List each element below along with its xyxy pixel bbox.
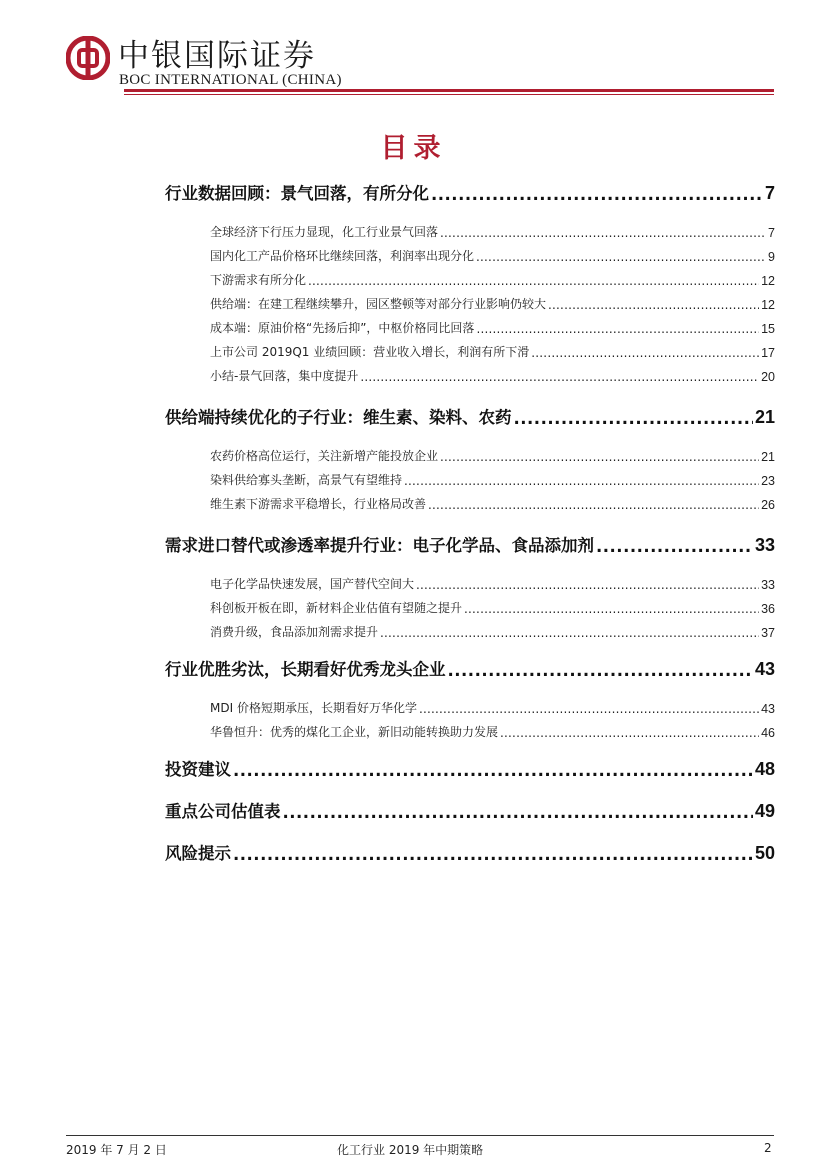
toc-dot-leader [596,537,753,556]
toc-subsection-entry[interactable] [210,366,775,384]
toc-entry-page: 15 [761,322,775,336]
page-header [0,0,827,100]
footer-rule [66,1135,774,1136]
toc-entry-title: 全球经济下行压力显现，化工行业景气回落 [210,225,439,239]
toc-dot-leader [476,250,766,264]
toc-subsection-entry[interactable] [210,722,775,740]
toc-entry-page: 9 [768,250,775,264]
toc-entry-page: 33 [761,578,775,592]
footer-page-number: 2 [764,1141,772,1155]
toc-dot-leader [464,602,759,616]
toc-entry-page: 50 [754,843,775,863]
toc-dot-leader [233,845,753,864]
toc-entry-title: 投资建议 [165,760,231,779]
toc-subsection-entry[interactable] [210,342,775,360]
toc-dot-leader [233,761,753,780]
toc-entry-title: 重点公司估值表 [165,802,281,821]
toc-entry-page: 12 [761,274,775,288]
toc-dot-leader [380,626,759,640]
toc-dot-leader [360,370,759,384]
toc-subsection-entry[interactable] [210,470,775,488]
toc-dot-leader [531,346,759,360]
toc-section-entry[interactable] [165,840,775,864]
header-rule-thin [124,94,774,95]
toc-subsection-entry[interactable] [210,494,775,512]
brand-name-cn: 中银国际证券 [118,38,316,74]
toc-dot-leader [476,322,759,336]
toc-entry-title: 科创板开板在即，新材料企业估值有望随之提升 [210,601,463,615]
toc-entry-title: 小结-景气回落，集中度提升 [210,369,359,383]
toc-entry-title: 华鲁恒升：优秀的煤化工企业，新旧动能转换助力发展 [210,725,499,739]
toc-entry-page: 37 [761,626,775,640]
toc-entry-page: 7 [764,183,775,203]
toc-subsection-entry[interactable] [210,222,775,240]
toc-entry-title: 维生素下游需求平稳增长，行业格局改善 [210,497,427,511]
toc-section-entry[interactable] [165,756,775,780]
toc-subsection-entry[interactable] [210,574,775,592]
toc-dot-leader [440,226,766,240]
footer-report-title: 化工行业 2019 年中期策略 [337,1143,484,1157]
toc-dot-leader [308,274,759,288]
toc-entry-title: 下游需求有所分化 [210,273,307,287]
toc-entry-page: 17 [761,346,775,360]
toc-entry-page: 36 [761,602,775,616]
toc-subsection-entry[interactable] [210,446,775,464]
toc-section-entry[interactable] [165,656,775,680]
toc-entry-title: 上市公司 2019Q1 业绩回顾：营业收入增长，利润有所下滑 [210,345,530,359]
toc-entry-page: 26 [761,498,775,512]
toc-subsection-entry[interactable] [210,246,775,264]
toc-subsection-entry[interactable] [210,270,775,288]
toc-entry-page: 23 [761,474,775,488]
toc-entry-title: 行业数据回顾：景气回落，有所分化 [165,184,429,203]
toc-entry-page: 7 [768,226,775,240]
toc-dot-leader [416,578,759,592]
toc-dot-leader [514,409,753,428]
toc-entry-page: 43 [754,659,775,679]
toc-entry-page: 48 [754,759,775,779]
header-rule [124,89,774,92]
toc-dot-leader [404,474,759,488]
toc-entry-title: 风险提示 [165,844,231,863]
toc-section-entry[interactable] [165,798,775,822]
toc-dot-leader [500,726,759,740]
toc-entry-title: 电子化学品快速发展，国产替代空间大 [210,577,415,591]
toc-dot-leader [440,450,759,464]
toc-subsection-entry[interactable] [210,294,775,312]
toc-subsection-entry[interactable] [210,598,775,616]
toc-entry-page: 21 [761,450,775,464]
toc-subsection-entry[interactable] [210,318,775,336]
toc-entry-page: 20 [761,370,775,384]
toc-entry-page: 12 [761,298,775,312]
toc-entry-page: 49 [754,801,775,821]
toc-entry-title: 供给端持续优化的子行业：维生素、染料、农药 [165,408,512,427]
toc-entry-title: 成本端：原油价格“先扬后抑”，中枢价格同比回落 [210,321,475,335]
toc-dot-leader [548,298,759,312]
toc-entry-title: 供给端：在建工程继续攀升，园区整顿等对部分行业影响仍较大 [210,297,547,311]
toc-entry-title: 农药价格高位运行，关注新增产能投放企业 [210,449,439,463]
toc-dot-leader [419,702,759,716]
toc-entry-page: 33 [754,535,775,555]
toc-section-entry[interactable] [165,532,775,556]
toc-entry-page: 46 [761,726,775,740]
toc-subsection-entry[interactable] [210,622,775,640]
toc-entry-page: 21 [754,407,775,427]
toc-entry-title: 国内化工产品价格环比继续回落，利润率出现分化 [210,249,475,263]
toc-entry-page: 43 [761,702,775,716]
toc-title: 目录 [380,133,447,164]
toc-section-entry[interactable] [165,404,775,428]
toc-dot-leader [428,498,759,512]
toc-entry-title: MDI 价格短期承压，长期看好万华化学 [210,701,417,715]
toc-subsection-entry[interactable] [210,698,775,716]
toc-entry-title: 染料供给寡头垄断，高景气有望维持 [210,473,403,487]
toc-section-entry[interactable] [165,180,775,204]
toc-entry-title: 行业优胜劣汰，长期看好优秀龙头企业 [165,660,446,679]
toc-dot-leader [448,661,753,680]
boc-logo-icon [66,36,110,80]
toc-entry-title: 消费升级，食品添加剂需求提升 [210,625,379,639]
brand-name-en: BOC INTERNATIONAL (CHINA) [119,72,342,88]
toc-entry-title: 需求进口替代或渗透率提升行业：电子化学品、食品添加剂 [165,536,594,555]
toc-dot-leader [431,185,763,204]
toc-dot-leader [283,803,753,822]
footer-date: 2019 年 7 月 2 日 [66,1143,167,1157]
